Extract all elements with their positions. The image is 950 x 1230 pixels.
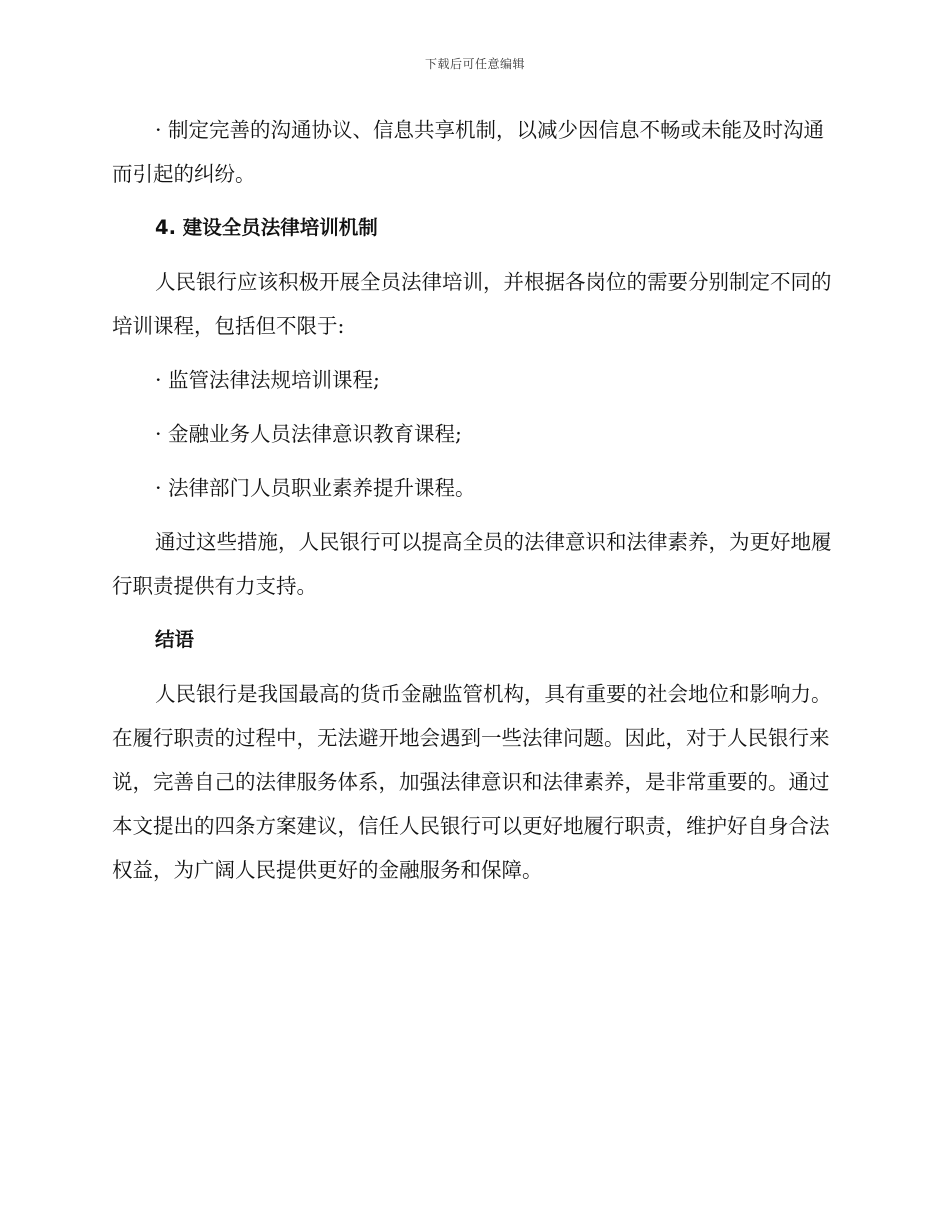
bullet-item-regulation: · 监管法律法规培训课程; xyxy=(155,368,380,392)
paragraph-conclusion: 人民银行是我国最高的货币金融监管机构，具有重要的社会地位和影响力。在履行职责的过程中，无法避开地会遇到一些法律问题。因此，对于人民银行来说，完善自己的法律服务体系，加强法律意识和法律素养，是非常重要的。通过本文提出的四条方案建议，信任人民银行可以更好地履行职责，维护好自身合法权益，为广阔人民提供更好的金融服务和保障。 xyxy=(112,682,832,882)
paragraph-measures: 通过这些措施，人民银行可以提高全员的法律意识和法律素养，为更好地履行职责提供有力支持。 xyxy=(112,530,832,598)
document-body xyxy=(112,108,834,902)
paragraph-training-intro: 人民银行应该积极开展全员法律培训，并根据各岗位的需要分别制定不同的培训课程，包括但不限于: xyxy=(112,270,832,338)
paragraph-communication: · 制定完善的沟通协议、信息共享机制，以减少因信息不畅或未能及时沟通而引起的纠纷。 xyxy=(112,118,825,186)
section-heading-4: 4. 建设全员法律培训机制 xyxy=(155,216,378,239)
bullet-item-finance-staff: · 金融业务人员法律意识教育课程; xyxy=(155,422,462,446)
header-note: 下载后可任意编辑 xyxy=(424,57,525,71)
bullet-item-legal-dept: · 法律部门人员职业素养提升课程。 xyxy=(155,476,476,500)
section-heading-conclusion: 结语 xyxy=(155,628,195,651)
